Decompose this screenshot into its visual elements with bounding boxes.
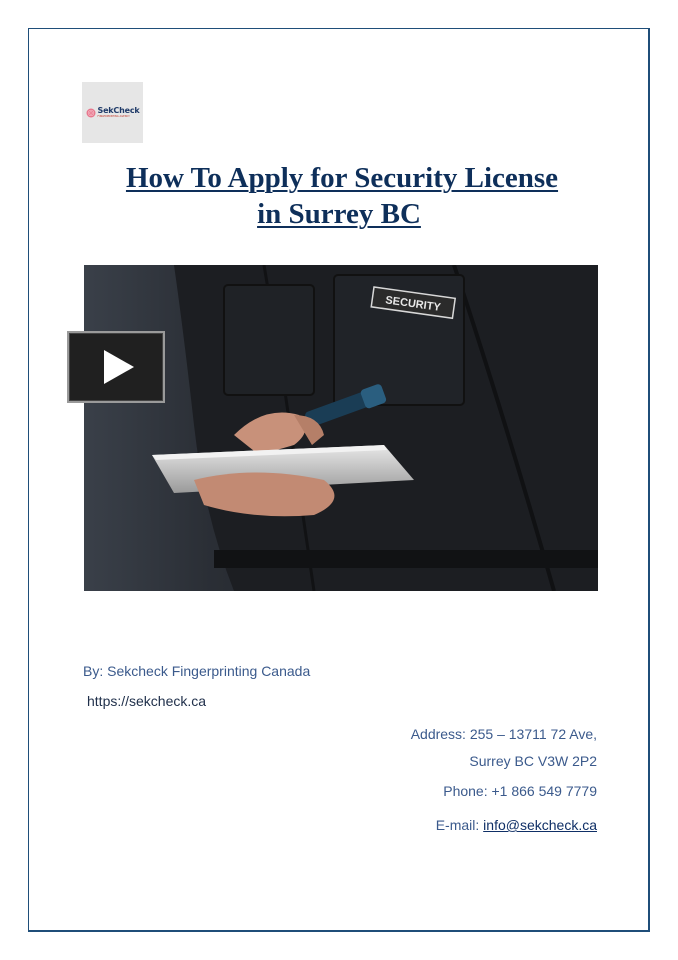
security-badge-text: SECURITY xyxy=(384,294,442,314)
address-line-2: Surrey BC V3W 2P2 xyxy=(469,753,597,769)
address-line-1: Address: 255 – 13711 72 Ave, xyxy=(410,726,597,742)
sekcheck-logo xyxy=(82,82,143,143)
logo-tagline: FINGERPRINTING AGENCY xyxy=(97,114,130,118)
security-officer-image xyxy=(84,265,598,591)
play-button[interactable] xyxy=(67,331,165,403)
video-thumbnail[interactable] xyxy=(84,265,598,591)
page-title-line1: How To Apply for Security License xyxy=(125,162,559,194)
website-link[interactable]: https://sekcheck.ca xyxy=(87,693,207,709)
play-icon xyxy=(104,350,134,384)
email-line xyxy=(436,817,597,833)
fingerprint-icon xyxy=(86,108,96,118)
phone-number: Phone: +1 866 549 7779 xyxy=(443,783,597,799)
email-link[interactable]: info@sekcheck.ca xyxy=(483,817,597,833)
page-title-line2: in Surrey BC xyxy=(257,198,421,230)
byline: By: Sekcheck Fingerprinting Canada xyxy=(83,663,311,679)
logo-name: SekCheck xyxy=(97,105,140,115)
email-label: E-mail: xyxy=(435,817,484,833)
